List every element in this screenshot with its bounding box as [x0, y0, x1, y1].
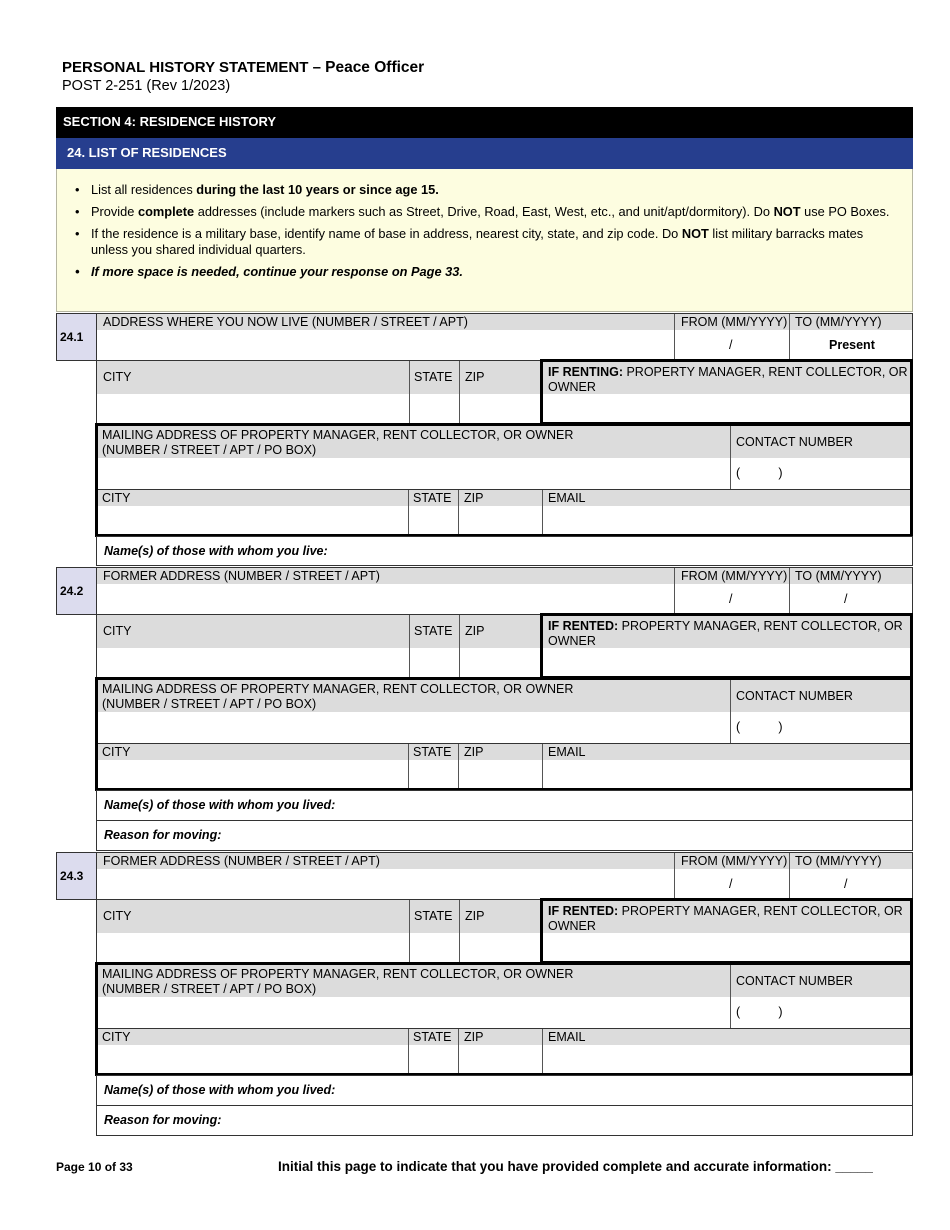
address-input[interactable]	[97, 330, 674, 360]
renting-box	[540, 359, 913, 425]
instruction-item: • List all residences during the last 10 years or since age 15.	[75, 182, 892, 198]
city-row	[96, 614, 543, 678]
city-label: CITY	[103, 909, 132, 923]
instruction-item: • If the residence is a military base, identify name of base in address, nearest city, state, and zip code. Do NOT list military barracks mates unless you shared individual quarters.	[75, 226, 892, 258]
rented-label: IF RENTED: PROPERTY MANAGER, RENT COLLECTOR, OR OWNER	[548, 619, 903, 648]
state-label: STATE	[414, 624, 453, 638]
residence-entry-24-3	[0, 852, 950, 1137]
address-label: ADDRESS WHERE YOU NOW LIVE (NUMBER / STREET / APT)	[103, 315, 468, 329]
names-field[interactable]: Name(s) of those with whom you lived:	[96, 790, 913, 821]
address-row	[96, 313, 913, 361]
state-label: STATE	[413, 491, 452, 505]
rented-label: IF RENTED: PROPERTY MANAGER, RENT COLLECTOR, OR OWNER	[548, 904, 903, 933]
city-label: CITY	[103, 370, 132, 384]
section-header: SECTION 4: RESIDENCE HISTORY	[56, 107, 913, 138]
mailing-block	[95, 677, 913, 791]
initial-statement: Initial this page to indicate that you have provided complete and accurate information: _____	[278, 1159, 873, 1174]
address-input[interactable]	[97, 584, 674, 614]
to-input[interactable]: /	[844, 877, 848, 891]
from-input[interactable]: /	[729, 877, 733, 891]
page-number: Page 10 of 33	[56, 1160, 133, 1174]
form-id: POST 2-251 (Rev 1/2023)	[62, 78, 231, 94]
mailing-label: MAILING ADDRESS OF PROPERTY MANAGER, RENT COLLECTOR, OR OWNER (NUMBER / STREET / APT / PO BOX)	[102, 967, 574, 996]
instruction-item: • Provide complete addresses (include markers such as Street, Drive, Road, East, West, etc., and unit/apt/dormitory). Do NOT use PO Boxes.	[75, 204, 892, 220]
city-label: CITY	[102, 1030, 131, 1044]
zip-label: ZIP	[464, 1030, 484, 1044]
city-row	[96, 360, 543, 424]
from-label: FROM (MM/YYYY)	[681, 854, 788, 868]
contact-input[interactable]: ( )	[736, 720, 783, 734]
mailing-label: MAILING ADDRESS OF PROPERTY MANAGER, RENT COLLECTOR, OR OWNER (NUMBER / STREET / APT / PO BOX)	[102, 682, 574, 711]
from-label: FROM (MM/YYYY)	[681, 569, 788, 583]
address-label: FORMER ADDRESS (NUMBER / STREET / APT)	[103, 854, 380, 868]
city-label: CITY	[103, 624, 132, 638]
address-label: FORMER ADDRESS (NUMBER / STREET / APT)	[103, 569, 380, 583]
contact-input[interactable]: ( )	[736, 466, 783, 480]
mailing-block	[95, 962, 913, 1076]
city-input[interactable]	[97, 933, 409, 962]
contact-label: CONTACT NUMBER	[736, 435, 853, 449]
entry-number: 24.1	[56, 313, 97, 361]
subsection-header: 24. LIST OF RESIDENCES	[56, 138, 913, 169]
to-label: TO (MM/YYYY)	[795, 569, 882, 583]
address-row	[96, 852, 913, 900]
zip-label: ZIP	[464, 491, 484, 505]
residence-entry-24-2	[0, 567, 950, 852]
address-row	[96, 567, 913, 615]
state-label: STATE	[414, 370, 453, 384]
state-label: STATE	[413, 745, 452, 759]
to-input[interactable]: /	[844, 592, 848, 606]
address-input[interactable]	[97, 869, 674, 899]
names-field[interactable]: Name(s) of those with whom you lived:	[96, 1075, 913, 1106]
from-input[interactable]: /	[729, 592, 733, 606]
mailing-label: MAILING ADDRESS OF PROPERTY MANAGER, RENT COLLECTOR, OR OWNER (NUMBER / STREET / APT / PO BOX)	[102, 428, 574, 457]
city-row	[96, 899, 543, 963]
reason-field[interactable]: Reason for moving:	[96, 1105, 913, 1136]
entry-number: 24.2	[56, 567, 97, 615]
rented-box	[540, 898, 913, 964]
city-input[interactable]	[97, 648, 409, 677]
zip-label: ZIP	[464, 745, 484, 759]
names-field[interactable]: Name(s) of those with whom you live:	[96, 536, 913, 566]
from-label: FROM (MM/YYYY)	[681, 315, 788, 329]
entry-number: 24.3	[56, 852, 97, 900]
city-label: CITY	[102, 491, 131, 505]
rented-box	[540, 613, 913, 679]
city-label: CITY	[102, 745, 131, 759]
contact-label: CONTACT NUMBER	[736, 974, 853, 988]
mailing-block	[95, 423, 913, 537]
from-input[interactable]: /	[729, 338, 733, 352]
reason-field[interactable]: Reason for moving:	[96, 820, 913, 851]
zip-label: ZIP	[465, 624, 485, 638]
residence-entry-24-1	[0, 313, 950, 565]
zip-label: ZIP	[465, 370, 485, 384]
contact-input[interactable]: ( )	[736, 1005, 783, 1019]
to-value[interactable]: Present	[829, 338, 875, 352]
to-label: TO (MM/YYYY)	[795, 315, 882, 329]
email-label: EMAIL	[548, 491, 586, 505]
state-label: STATE	[413, 1030, 452, 1044]
instruction-item: • If more space is needed, continue your response on Page 33.	[75, 264, 892, 280]
email-label: EMAIL	[548, 745, 586, 759]
email-label: EMAIL	[548, 1030, 586, 1044]
renting-label: IF RENTING: PROPERTY MANAGER, RENT COLLECTOR, OR OWNER	[548, 365, 908, 394]
instructions-box	[56, 169, 913, 312]
contact-label: CONTACT NUMBER	[736, 689, 853, 703]
city-input[interactable]	[97, 394, 409, 423]
to-label: TO (MM/YYYY)	[795, 854, 882, 868]
state-label: STATE	[414, 909, 453, 923]
form-title: PERSONAL HISTORY STATEMENT – Peace Officer	[62, 59, 425, 76]
zip-label: ZIP	[465, 909, 485, 923]
